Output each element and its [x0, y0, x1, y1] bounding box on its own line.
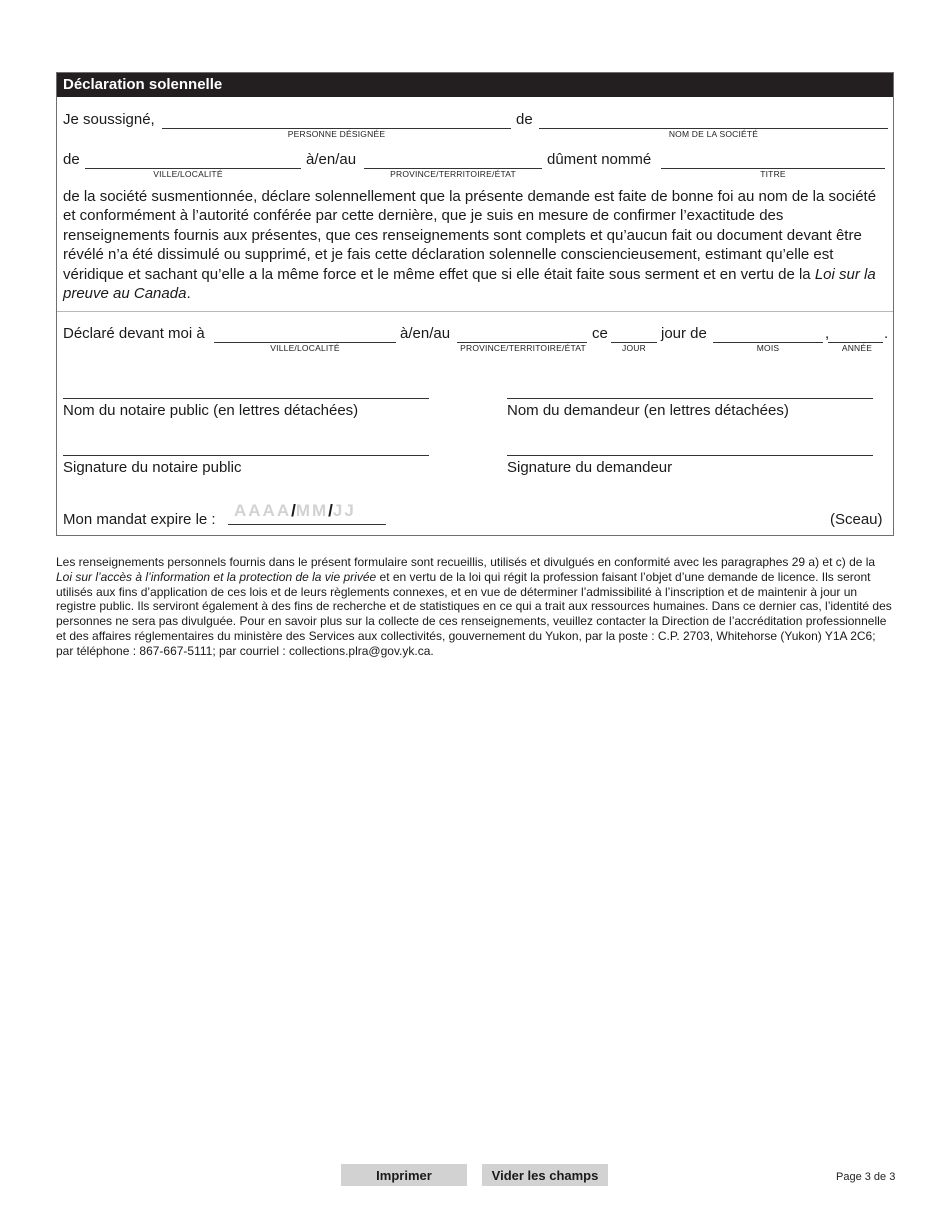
print-button[interactable]: Imprimer: [341, 1164, 467, 1186]
date-mm: MM: [295, 501, 329, 520]
solemn-declaration-section: [56, 72, 894, 536]
declared-ce: ce: [592, 325, 608, 342]
applicant-signature-label: Signature du demandeur: [507, 459, 673, 476]
caption-day: JOUR: [622, 343, 646, 353]
applicant-name-field[interactable]: [507, 381, 873, 399]
declared-period: .: [884, 325, 889, 342]
line1-de: de: [516, 111, 533, 128]
caption-title: TITRE: [760, 169, 786, 179]
date-dd: JJ: [332, 501, 356, 520]
notary-signature-label: Signature du notaire public: [63, 459, 242, 476]
seal-label: (Sceau): [830, 511, 883, 528]
year-field[interactable]: [828, 325, 883, 343]
declaration-text: [63, 187, 889, 303]
applicant-name-label: Nom du demandeur (en lettres détachées): [507, 402, 789, 419]
date-slash-1: /: [291, 501, 296, 520]
caption-year: ANNÉE: [841, 343, 873, 353]
declared-city-field[interactable]: [214, 325, 396, 343]
caption-company-name: NOM DE LA SOCIÉTÉ: [668, 129, 759, 139]
declaration-end: .: [186, 285, 191, 303]
city-field[interactable]: [85, 151, 301, 169]
mandate-label: Mon mandat expire le :: [63, 511, 216, 528]
caption-designated-person: PERSONNE DÉSIGNÉE: [287, 129, 386, 139]
declared-province-field[interactable]: [457, 325, 587, 343]
line2-aen: à/en/au: [306, 151, 357, 168]
privacy-notice: [56, 555, 894, 659]
caption-month: MOIS: [756, 343, 780, 353]
caption-province: PROVINCE/TERRITOIRE/ÉTAT: [390, 169, 516, 179]
date-yyyy: AAAA: [234, 501, 292, 520]
designated-person-field[interactable]: [162, 111, 511, 129]
declaration-law: Loi sur la preuve au Canada: [63, 265, 876, 303]
privacy-part1: Les renseignements personnels fournis dans le présent formulaire sont recueillis, utilisés et divulgués en conformité avec les paragraphes 29 a) et c) de la: [56, 555, 876, 569]
declaration-body: de la société susmentionnée, déclare solennellement que la présente demande est faite de bonne foi au nom de la société et conformément à l’autorité conférée par cette dernière, que je suis en mesure de confirmer l’exactitude des renseignements fournis aux présentes, que ces renseignements sont complets et qu’aucun fait ou document devant être révélé n’a été dissimulé ou supprimé, et je fais cette déclaration solennelle consciencieusement, estimant qu’elle est véridique et sachant qu’elle a la même force et le même effet que si elle était faite sous serment et en vertu de la: [63, 188, 877, 283]
notary-name-label: Nom du notaire public (en lettres détachées): [63, 402, 359, 419]
month-field[interactable]: [713, 325, 823, 343]
line1-prefix: Je soussigné,: [63, 111, 155, 128]
section-divider: [57, 311, 893, 312]
caption-declared-province: PROVINCE/TERRITOIRE/ÉTAT: [460, 343, 586, 353]
notary-name-field[interactable]: [63, 381, 429, 399]
declared-aen: à/en/au: [400, 325, 451, 342]
caption-city: VILLE/LOCALITÉ: [153, 169, 223, 179]
privacy-part2: et en vertu de la loi qui régit la profession faisant l’objet d’une demande de licence. Ils seront utilisés aux fins d’application de ces lois et de leurs règlements connexes, et en vue de déterminer l’admissibilité à l’inscription et de maintenir à jour un registre public. Ils serviront également à des fins de recherche et de statistiques en ce qui a trait aux ressources humaines. Dans ce dernier cas, l’identité des personnes ne sera pas divulguée. Pour en savoir plus sur la collecte de ces renseignements, veuillez contacter la Direction de l’accréditation professionnelle et des affaires réglementaires du ministère des Services aux collectivités, gouvernement du Yukon, par la poste : C.P. 2703, Whitehorse (Yukon) Y1A 2C6; par téléphone : 867-667-5111; par courriel : collections.plra@gov.yk.ca.: [56, 569, 892, 658]
clear-fields-button[interactable]: Vider les champs: [482, 1164, 608, 1186]
line2-de: de: [63, 151, 80, 168]
date-format-placeholder: [234, 501, 356, 521]
caption-declared-city: VILLE/LOCALITÉ: [270, 343, 340, 353]
line2-nomme: dûment nommé: [547, 151, 652, 168]
section-title: Déclaration solennelle: [57, 73, 893, 97]
notary-signature-line: [63, 455, 429, 456]
page-number: Page 3 de 3: [836, 1171, 896, 1183]
province-field[interactable]: [364, 151, 542, 169]
date-slash-2: /: [328, 501, 333, 520]
applicant-signature-line: [507, 455, 873, 456]
declared-comma: ,: [825, 325, 830, 342]
day-field[interactable]: [611, 325, 657, 343]
declared-jour-de: jour de: [661, 325, 707, 342]
company-name-field[interactable]: [539, 111, 888, 129]
privacy-law: Loi sur l’accès à l’information et la protection de la vie privée: [56, 569, 377, 584]
declared-prefix: Déclaré devant moi à: [63, 325, 205, 342]
title-field[interactable]: [661, 151, 885, 169]
